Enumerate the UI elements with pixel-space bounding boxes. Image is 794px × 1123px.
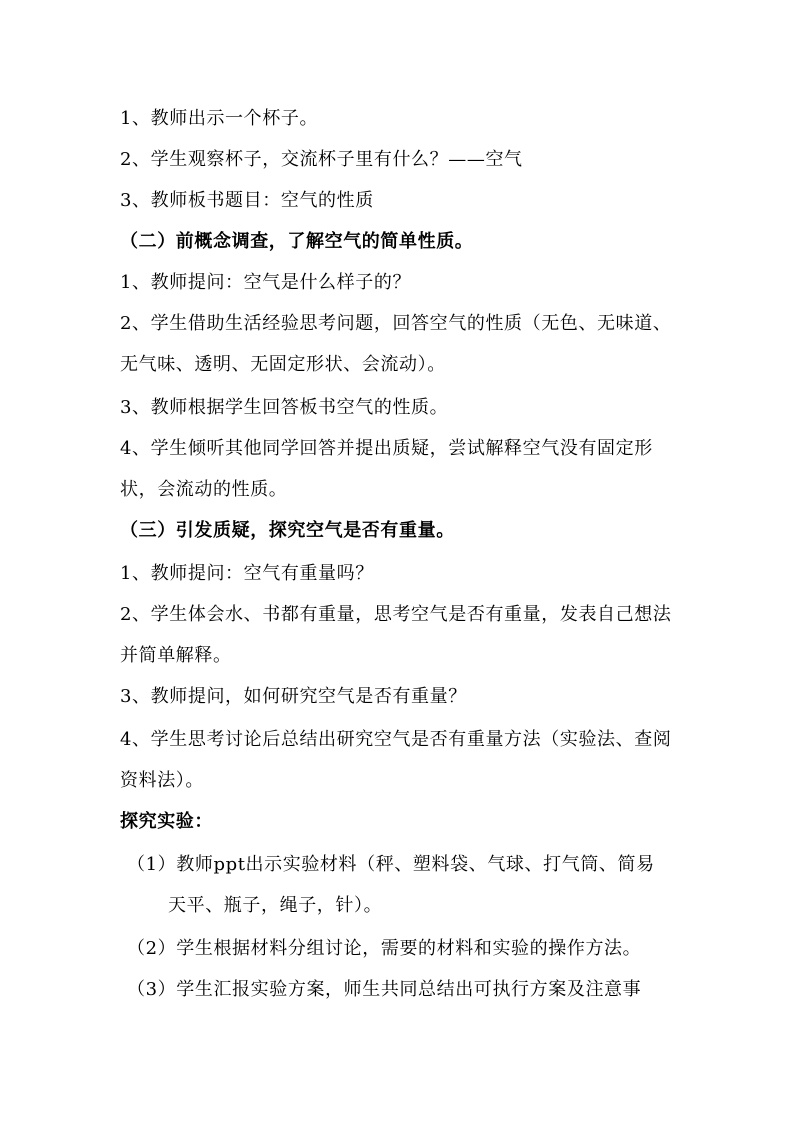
paragraph-line: 4、学生倾听其他同学回答并提出质疑，尝试解释空气没有固定形: [120, 438, 653, 459]
paragraph-line: 4、学生思考讨论后总结出研究空气是否有重量方法（实验法、查阅: [120, 729, 672, 750]
paragraph-line: 1、教师出示一个杯子。: [120, 108, 319, 129]
experiment-step: （1）教师ppt出示实验材料（秤、塑料袋、气球、打气筒、简易: [127, 854, 655, 875]
paragraph-line: 2、学生体会水、书都有重量，思考空气是否有重量，发表自己想法: [120, 604, 672, 625]
paragraph-line: 2、学生观察杯子，交流杯子里有什么？——空气: [120, 149, 523, 170]
paragraph-line: 3、教师提问，如何研究空气是否有重量？: [120, 686, 467, 707]
paragraph-line: 状，会流动的性质。: [120, 479, 288, 500]
paragraph-line: 并简单解释。: [120, 645, 232, 666]
experiment-step: （2）学生根据材料分组讨论，需要的材料和实验的操作方法。: [127, 938, 642, 959]
paragraph-line: 3、教师根据学生回答板书空气的性质。: [120, 397, 449, 418]
paragraph-line: 无气味、透明、无固定形状、会流动）。: [120, 354, 446, 375]
section-heading: （三）引发质疑，探究空气是否有重量。: [120, 520, 455, 541]
paragraph-line: 3、教师板书题目：空气的性质: [120, 190, 374, 211]
experiment-step-continued: 天平、瓶子，绳子，针）。: [168, 895, 383, 916]
paragraph-line: 资料法）。: [120, 770, 204, 791]
experiment-step: （3）学生汇报实验方案，师生共同总结出可执行方案及注意事: [127, 979, 642, 1000]
paragraph-line: 2、学生借助生活经验思考问题，回答空气的性质（无色、无味道、: [120, 313, 672, 334]
paragraph-line: 1、教师提问：空气是什么样子的？: [120, 272, 412, 293]
section-heading: （二）前概念调查，了解空气的简单性质。: [120, 231, 474, 252]
paragraph-line: 1、教师提问：空气有重量吗？: [120, 563, 374, 584]
section-heading: 探究实验：: [120, 811, 213, 832]
